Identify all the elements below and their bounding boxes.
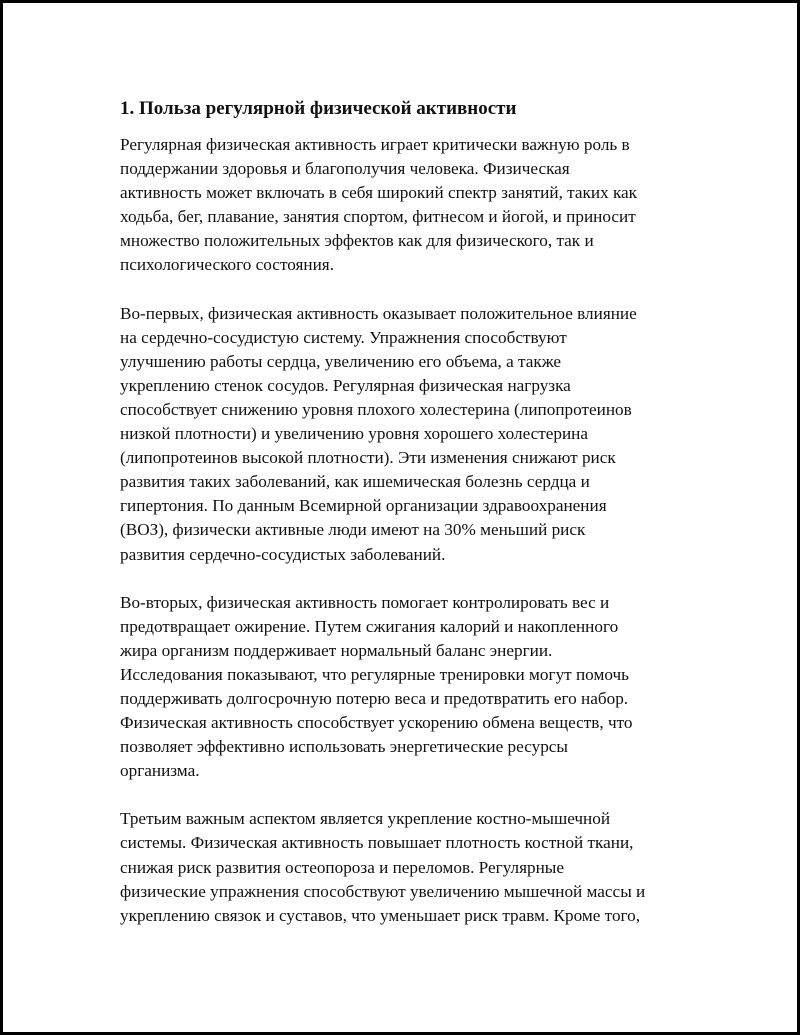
text-line: Третьим важным аспектом является укрепление костно-мышечной — [120, 809, 611, 829]
text-line: способствует снижению уровня плохого холестерина (липопротеинов — [120, 399, 632, 419]
text-line: множество положительных эффектов как для физического, так и — [120, 231, 594, 251]
text-line: позволяет эффективно использовать энергетические ресурсы — [120, 737, 568, 757]
document-content — [120, 95, 720, 952]
text-line: Во-первых, физическая активность оказывает положительное влияние — [120, 303, 637, 323]
text-line: психологического состояния. — [120, 255, 334, 275]
section-heading: 1. Польза регулярной физической активности — [120, 98, 517, 119]
text-line: поддерживать долгосрочную потерю веса и предотвратить его набор. — [120, 688, 629, 708]
text-line: развития сердечно-сосудистых заболеваний. — [120, 544, 446, 564]
text-line: низкой плотности) и увеличению уровня хорошего холестерина — [120, 424, 589, 444]
text-line: организма. — [120, 761, 200, 781]
text-line: улучшению работы сердца, увеличению его объема, а также — [120, 351, 562, 371]
text-line: физические упражнения способствуют увеличению мышечной массы и — [120, 881, 646, 901]
text-line: снижая риск развития остеопороза и переломов. Регулярные — [120, 857, 564, 877]
paragraph-3 — [120, 591, 720, 784]
text-line: укреплению стенок сосудов. Регулярная физическая нагрузка — [120, 375, 571, 395]
text-line: развития таких заболеваний, как ишемическая болезнь сердца и — [120, 472, 590, 492]
paragraph-1 — [120, 133, 720, 278]
text-line: поддержании здоровья и благополучия человека. Физическая — [120, 159, 570, 179]
text-line: предотвращает ожирение. Путем сжигания калорий и накопленного — [120, 616, 619, 636]
text-line: ходьба, бег, плавание, занятия спортом, фитнесом и йогой, и приносит — [120, 207, 636, 227]
text-line: (ВОЗ), физически активные люди имеют на 30% меньший риск — [120, 520, 586, 540]
text-line: (липопротеинов высокой плотности). Эти изменения снижают риск — [120, 448, 616, 468]
text-line: активность может включать в себя широкий спектр занятий, таких как — [120, 183, 638, 203]
text-line: жира организм поддерживает нормальный баланс энергии. — [120, 640, 553, 660]
text-line: Исследования показывают, что регулярные тренировки могут помочь — [120, 664, 629, 684]
paragraph-4 — [120, 807, 720, 927]
text-line: Регулярная физическая активность играет критически важную роль в — [120, 135, 630, 154]
text-line: Физическая активность способствует ускорению обмена веществ, что — [120, 713, 633, 733]
text-line: системы. Физическая активность повышает плотность костной ткани, — [120, 833, 634, 853]
text-line: Во-вторых, физическая активность помогает контролировать вес и — [120, 592, 610, 612]
paragraph-2 — [120, 302, 720, 567]
text-line: укреплению связок и суставов, что уменьшает риск травм. Кроме того, — [120, 905, 641, 925]
text-line: на сердечно-сосудистую систему. Упражнения способствуют — [120, 327, 567, 347]
text-line: гипертония. По данным Всемирной организации здравоохранения — [120, 496, 607, 516]
